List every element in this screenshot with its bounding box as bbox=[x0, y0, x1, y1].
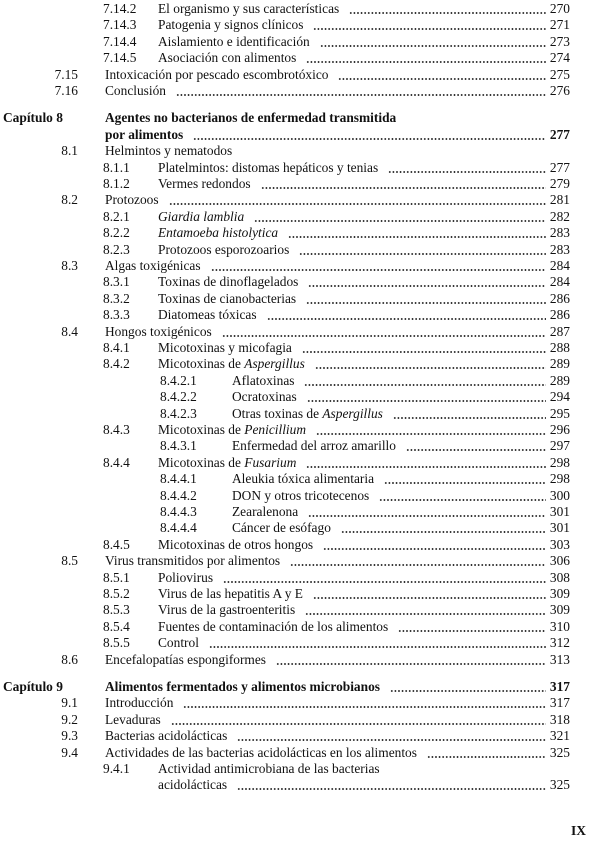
entry-title-text: Patogenia y signos clínicos bbox=[158, 17, 304, 33]
entry-number: 8.5 bbox=[61, 553, 78, 569]
entry-number: 8.4.1 bbox=[103, 340, 130, 355]
entry-title bbox=[105, 82, 166, 99]
entry-title-text: Vermes redondos bbox=[158, 176, 251, 191]
entry-title-text: Giardia lamblia bbox=[158, 208, 245, 224]
entry-number: 9.4.1 bbox=[103, 761, 130, 776]
toc-row bbox=[0, 634, 600, 651]
entry-number: 8.4.5 bbox=[103, 536, 130, 552]
entry-title-text: Encefalopatías espongiformes bbox=[105, 651, 267, 667]
entry-title-text: Introducción bbox=[105, 695, 174, 711]
entry-page-number: 308 bbox=[549, 569, 570, 585]
toc-row bbox=[0, 175, 600, 192]
entry-title-text: Actividad antimicrobiana de las bacterias bbox=[158, 761, 380, 776]
entry-title bbox=[105, 727, 227, 744]
dot-leader bbox=[349, 0, 546, 17]
toc-row-continuation bbox=[0, 126, 600, 143]
entry-title bbox=[232, 372, 294, 389]
toc-row bbox=[0, 323, 600, 340]
entry-title-text: Virus de las hepatitis A y E bbox=[158, 586, 303, 601]
entry-title-text: Helmintos y nematodos bbox=[105, 143, 233, 159]
entry-page-number: 281 bbox=[549, 192, 570, 208]
entry-title-text: Bacterias acidolácticas bbox=[105, 728, 228, 744]
dot-leader bbox=[267, 306, 546, 323]
entry-page-number: 284 bbox=[549, 274, 570, 290]
dot-leader bbox=[316, 421, 546, 438]
entry-title-italic: Aspergillus bbox=[322, 405, 383, 421]
dot-leader bbox=[302, 339, 546, 356]
toc-row bbox=[0, 421, 600, 438]
toc-row bbox=[0, 694, 600, 711]
entry-title bbox=[158, 601, 295, 618]
entry-title bbox=[232, 388, 297, 405]
entry-number: 8.4.2.3 bbox=[160, 405, 197, 421]
entry-number: 8.5.4 bbox=[103, 618, 130, 634]
toc-row bbox=[0, 191, 600, 208]
toc-row bbox=[0, 16, 600, 33]
entry-title-text: Asociación con alimentos bbox=[158, 50, 297, 66]
entry-title bbox=[105, 694, 173, 711]
entry-number: 7.16 bbox=[54, 83, 78, 98]
toc-row bbox=[0, 372, 600, 389]
entry-page-number: 317 bbox=[549, 679, 570, 694]
entry-number: 9.1 bbox=[61, 695, 78, 711]
dot-leader bbox=[306, 290, 546, 307]
toc-row bbox=[0, 618, 600, 635]
entry-page-number: 321 bbox=[549, 728, 570, 744]
dot-leader bbox=[183, 694, 546, 711]
chapter-row bbox=[0, 678, 600, 695]
dot-leader bbox=[390, 678, 546, 695]
toc-row bbox=[0, 290, 600, 307]
entry-title bbox=[232, 470, 374, 487]
entry-page-number: 301 bbox=[549, 504, 570, 519]
entry-page-number: 286 bbox=[549, 307, 570, 323]
entry-title bbox=[158, 634, 199, 651]
entry-number: 8.3 bbox=[61, 258, 78, 273]
entry-number: 8.4.2.2 bbox=[160, 389, 197, 405]
entry-title-continuation: acidolácticas bbox=[158, 777, 228, 793]
toc-row bbox=[0, 405, 600, 422]
dot-leader bbox=[223, 569, 546, 586]
toc-row bbox=[0, 454, 600, 471]
entry-title bbox=[158, 290, 296, 307]
entry-title bbox=[158, 339, 292, 356]
entry-page-number: 276 bbox=[549, 83, 570, 98]
entry-number: 8.6 bbox=[61, 651, 78, 667]
entry-number: 7.14.5 bbox=[103, 50, 137, 66]
entry-page-number: 271 bbox=[549, 17, 570, 33]
dot-leader bbox=[306, 454, 546, 471]
entry-title-text: Platelmintos: distomas hepáticos y tenias bbox=[158, 159, 379, 175]
entry-title-italic: Fusarium bbox=[244, 454, 297, 470]
toc-row bbox=[0, 503, 600, 520]
entry-title-text: Poliovirus bbox=[158, 569, 214, 585]
entry-number: 7.14.3 bbox=[103, 17, 137, 33]
entry-number: 8.4.4.2 bbox=[160, 487, 197, 503]
entry-page-number: 288 bbox=[549, 340, 570, 355]
toc-row bbox=[0, 355, 600, 372]
dot-leader bbox=[406, 437, 546, 454]
entry-title bbox=[158, 618, 388, 635]
entry-number: 8.4.2 bbox=[103, 356, 130, 372]
dot-leader bbox=[338, 66, 546, 83]
toc-row bbox=[0, 552, 600, 569]
dot-leader bbox=[176, 82, 546, 99]
dot-leader bbox=[323, 536, 546, 553]
entry-title bbox=[105, 323, 212, 340]
entry-number: 8.5.3 bbox=[103, 602, 130, 618]
entry-page-number: 301 bbox=[549, 520, 570, 536]
toc-row bbox=[0, 257, 600, 274]
entry-number: 8.3.2 bbox=[103, 290, 130, 306]
dot-leader bbox=[307, 388, 546, 405]
entry-title bbox=[105, 744, 417, 761]
entry-number: 8.4.4 bbox=[103, 454, 130, 470]
entry-title-text: Aflatoxinas bbox=[232, 372, 295, 388]
toc-row bbox=[0, 585, 600, 602]
toc-row bbox=[0, 601, 600, 618]
dot-leader bbox=[384, 470, 546, 487]
toc-row bbox=[0, 66, 600, 83]
entry-title-text: Cáncer de esófago bbox=[232, 520, 331, 536]
entry-number: 8.3.3 bbox=[103, 307, 130, 323]
dot-leader bbox=[254, 208, 546, 225]
entry-page-number: 294 bbox=[549, 389, 570, 405]
entry-page-number: 275 bbox=[549, 66, 570, 82]
entry-page-number: 289 bbox=[549, 356, 570, 372]
dot-leader bbox=[315, 355, 546, 372]
entry-title-text: Conclusión bbox=[105, 83, 167, 98]
toc-row bbox=[0, 727, 600, 744]
page-number: IX bbox=[570, 823, 586, 838]
entry-title-text: Micotoxinas de bbox=[158, 454, 245, 470]
entry-page-number: 296 bbox=[549, 422, 570, 437]
entry-number: 8.5.5 bbox=[103, 635, 130, 651]
dot-leader bbox=[288, 224, 546, 241]
entry-number: 8.4.3 bbox=[103, 422, 130, 437]
entry-page-number: 273 bbox=[549, 33, 570, 49]
entry-number: 8.2 bbox=[61, 192, 78, 208]
entry-page-number: 309 bbox=[549, 602, 570, 618]
entry-page-number: 283 bbox=[549, 241, 570, 257]
entry-title bbox=[158, 454, 296, 471]
dot-leader bbox=[427, 744, 546, 761]
toc-row bbox=[0, 536, 600, 553]
entry-title bbox=[158, 0, 339, 17]
entry-title-text: Otras toxinas de bbox=[232, 405, 323, 421]
toc-row bbox=[0, 339, 600, 356]
toc-row bbox=[0, 519, 600, 536]
entry-title-text: Zearalenona bbox=[232, 504, 299, 519]
toc-row bbox=[0, 49, 600, 66]
entry-title bbox=[158, 159, 378, 176]
entry-page-number: 274 bbox=[549, 50, 570, 66]
dot-leader bbox=[169, 191, 546, 208]
entry-title-text: Control bbox=[158, 635, 199, 651]
entry-title bbox=[105, 711, 161, 728]
entry-title bbox=[105, 678, 380, 695]
entry-title-text: Micotoxinas de otros hongos bbox=[158, 536, 314, 552]
dot-leader bbox=[398, 618, 546, 635]
entry-title-text: Alimentos fermentados y alimentos microbianos bbox=[105, 679, 380, 694]
dot-leader bbox=[290, 552, 546, 569]
entry-title-text: DON y otros tricotecenos bbox=[232, 487, 370, 503]
dot-leader bbox=[211, 257, 546, 274]
entry-page-number: 270 bbox=[549, 1, 570, 16]
dot-leader bbox=[320, 33, 546, 50]
dot-leader bbox=[276, 651, 546, 668]
entry-title bbox=[105, 66, 328, 83]
entry-page-number: 289 bbox=[549, 372, 570, 388]
entry-page-number: 298 bbox=[549, 471, 570, 487]
entry-title bbox=[158, 536, 313, 553]
entry-title-text: Virus transmitidos por alimentos bbox=[105, 553, 281, 569]
entry-number: 8.1.2 bbox=[103, 176, 130, 191]
entry-title-text: Micotoxinas y micofagia bbox=[158, 340, 292, 355]
entry-title bbox=[232, 503, 298, 520]
entry-title-text: Algas toxigénicas bbox=[105, 258, 201, 273]
dot-leader bbox=[237, 776, 546, 793]
entry-title-text: Intoxicación por pescado escombrotóxico bbox=[105, 66, 329, 82]
entry-page-number: 279 bbox=[549, 176, 570, 191]
toc-row bbox=[0, 760, 600, 777]
entry-number: 8.4.4.3 bbox=[160, 504, 197, 519]
dot-leader bbox=[313, 585, 546, 602]
entry-number: 8.4.4.4 bbox=[160, 520, 197, 536]
toc-row bbox=[0, 82, 600, 99]
entry-title-text: El organismo y sus características bbox=[158, 1, 340, 16]
entry-title bbox=[158, 760, 380, 777]
entry-title bbox=[158, 175, 251, 192]
entry-page-number: 306 bbox=[549, 553, 570, 569]
dot-leader bbox=[388, 159, 546, 176]
entry-title-continuation: por alimentos bbox=[105, 126, 184, 142]
dot-leader bbox=[299, 241, 546, 258]
entry-number: 9.3 bbox=[61, 728, 78, 744]
entry-number: 8.2.1 bbox=[103, 208, 130, 224]
dot-leader bbox=[313, 16, 546, 33]
entry-title bbox=[105, 109, 396, 126]
entry-number: 8.4 bbox=[61, 323, 78, 339]
entry-page-number: 300 bbox=[549, 487, 570, 503]
toc-row bbox=[0, 388, 600, 405]
entry-title bbox=[158, 569, 213, 586]
toc-row bbox=[0, 569, 600, 586]
entry-title bbox=[158, 355, 305, 372]
entry-page-number: 282 bbox=[549, 208, 570, 224]
toc-row bbox=[0, 33, 600, 50]
dot-leader bbox=[209, 634, 546, 651]
entry-title bbox=[158, 421, 306, 438]
entry-title bbox=[158, 241, 289, 258]
toc-row bbox=[0, 208, 600, 225]
toc-row bbox=[0, 241, 600, 258]
toc-row bbox=[0, 651, 600, 668]
toc-row bbox=[0, 306, 600, 323]
dot-leader bbox=[305, 601, 546, 618]
entry-title-text: Micotoxinas de bbox=[158, 422, 245, 437]
entry-number: Capítulo 8 bbox=[3, 110, 63, 126]
entry-number: 8.4.3.1 bbox=[160, 438, 197, 454]
entry-title-text: Levaduras bbox=[105, 711, 161, 727]
entry-title bbox=[158, 16, 303, 33]
entry-title-text: Hongos toxigénicos bbox=[105, 323, 212, 339]
entry-title bbox=[105, 651, 266, 668]
toc-row bbox=[0, 273, 600, 290]
entry-number: 9.2 bbox=[61, 711, 78, 727]
entry-page-number: 297 bbox=[549, 438, 570, 454]
entry-title bbox=[158, 273, 298, 290]
entry-title-text: Diatomeas tóxicas bbox=[158, 307, 257, 323]
entry-number: 8.5.2 bbox=[103, 586, 130, 601]
entry-title-text: Ocratoxinas bbox=[232, 389, 297, 405]
entry-number: 8.2.3 bbox=[103, 241, 130, 257]
dot-leader bbox=[304, 372, 546, 389]
entry-title-text: Protozoos bbox=[105, 192, 159, 208]
entry-title bbox=[105, 142, 232, 159]
entry-title bbox=[105, 257, 201, 274]
entry-page-number: 317 bbox=[549, 695, 570, 711]
dot-leader bbox=[308, 503, 546, 520]
entry-title-text: Aislamiento e identificación bbox=[158, 33, 310, 49]
entry-number: 8.2.2 bbox=[103, 225, 130, 241]
toc-row bbox=[0, 744, 600, 761]
entry-title-italic: Penicillium bbox=[244, 422, 307, 437]
entry-number: 8.4.4.1 bbox=[160, 471, 197, 487]
entry-page-number: 284 bbox=[549, 258, 570, 273]
toc-row bbox=[0, 224, 600, 241]
entry-title bbox=[158, 49, 296, 66]
entry-number: 7.15 bbox=[54, 66, 78, 82]
dot-leader bbox=[308, 273, 546, 290]
entry-page-number: 283 bbox=[549, 225, 570, 241]
toc-row bbox=[0, 711, 600, 728]
entry-title-text: Toxinas de dinoflagelados bbox=[158, 274, 299, 290]
entry-number: 8.4.2.1 bbox=[160, 372, 197, 388]
dot-leader bbox=[393, 405, 546, 422]
entry-page-number: 295 bbox=[549, 405, 570, 421]
entry-title-text: Protozoos esporozoarios bbox=[158, 241, 290, 257]
chapter-row bbox=[0, 109, 600, 126]
toc-row bbox=[0, 437, 600, 454]
entry-page-number: 312 bbox=[549, 635, 570, 651]
entry-title bbox=[105, 191, 159, 208]
entry-title bbox=[105, 552, 280, 569]
toc-row bbox=[0, 142, 600, 159]
entry-number: 8.1.1 bbox=[103, 159, 130, 175]
dot-leader bbox=[237, 727, 546, 744]
entry-title-text: Virus de la gastroenteritis bbox=[158, 602, 296, 618]
entry-page-number: 325 bbox=[549, 744, 570, 760]
entry-title-text: Micotoxinas de bbox=[158, 356, 245, 372]
toc-row bbox=[0, 0, 600, 17]
entry-title-text: Fuentes de contaminación de los alimentos bbox=[158, 618, 389, 634]
entry-page-number: 287 bbox=[549, 323, 570, 339]
entry-page-number: 325 bbox=[549, 777, 570, 793]
entry-title-text: Entamoeba histolytica bbox=[158, 225, 279, 241]
entry-title bbox=[232, 487, 369, 504]
entry-page-number: 298 bbox=[549, 454, 570, 470]
entry-title-text: Agentes no bacterianos de enfermedad transmitida bbox=[105, 110, 397, 126]
dot-leader bbox=[193, 126, 546, 143]
entry-title bbox=[232, 519, 331, 536]
entry-page-number: 303 bbox=[549, 536, 570, 552]
dot-leader bbox=[341, 519, 546, 536]
entry-page-number: 277 bbox=[549, 126, 570, 142]
toc-row bbox=[0, 487, 600, 504]
dot-leader bbox=[379, 487, 546, 504]
dot-leader bbox=[261, 175, 546, 192]
entry-page-number: 277 bbox=[549, 159, 570, 175]
toc-row bbox=[0, 470, 600, 487]
toc-row bbox=[0, 159, 600, 176]
toc-row-continuation bbox=[0, 776, 600, 793]
entry-page-number: 286 bbox=[549, 290, 570, 306]
entry-title-text: Enfermedad del arroz amarillo bbox=[232, 438, 396, 454]
entry-page-number: 313 bbox=[549, 651, 570, 667]
entry-title bbox=[232, 405, 383, 422]
entry-number: 8.5.1 bbox=[103, 569, 130, 585]
entry-number: 7.14.2 bbox=[103, 1, 137, 16]
entry-number: 7.14.4 bbox=[103, 33, 137, 49]
entry-title-text: Aleukia tóxica alimentaria bbox=[232, 471, 375, 487]
dot-leader bbox=[222, 323, 546, 340]
entry-title bbox=[232, 437, 396, 454]
entry-number: 8.3.1 bbox=[103, 274, 130, 290]
dot-leader bbox=[171, 711, 546, 728]
entry-number: Capítulo 9 bbox=[3, 679, 63, 694]
entry-title-italic: Aspergillus bbox=[244, 356, 305, 372]
entry-title bbox=[158, 224, 278, 241]
entry-number: 8.1 bbox=[61, 143, 78, 159]
entry-page-number: 310 bbox=[549, 618, 570, 634]
dot-leader bbox=[306, 49, 546, 66]
entry-title bbox=[158, 585, 303, 602]
entry-title-text: Actividades de las bacterias acidolácticas en los alimentos bbox=[105, 744, 417, 760]
entry-title bbox=[158, 208, 244, 225]
entry-title bbox=[158, 306, 257, 323]
entry-title bbox=[158, 33, 310, 50]
entry-number: 9.4 bbox=[61, 744, 78, 760]
entry-title-text: Toxinas de cianobacterias bbox=[158, 290, 297, 306]
entry-page-number: 309 bbox=[549, 586, 570, 601]
entry-page-number: 318 bbox=[549, 711, 570, 727]
